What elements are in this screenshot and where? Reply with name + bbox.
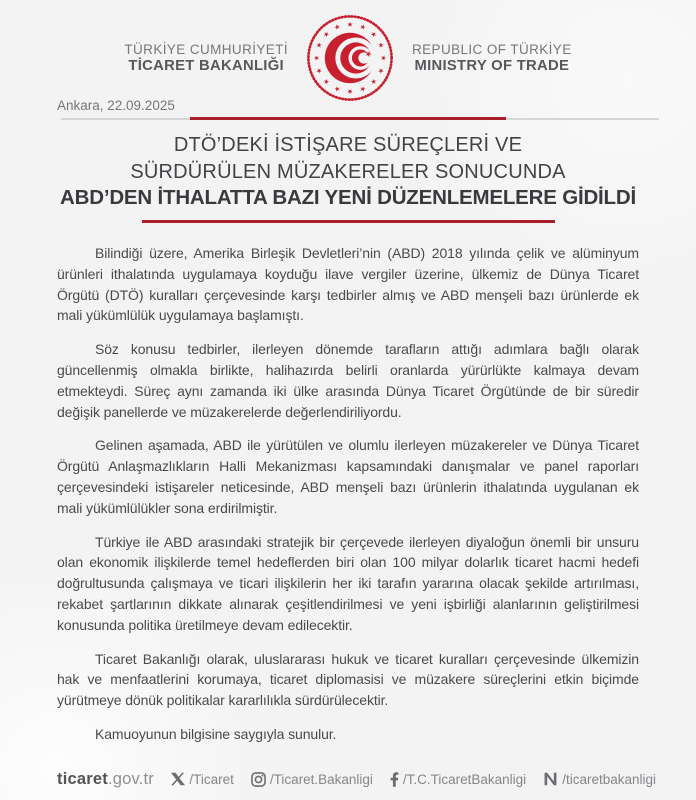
title-underline-rule bbox=[142, 220, 555, 223]
website-link[interactable] bbox=[57, 770, 154, 789]
footer bbox=[57, 766, 656, 792]
nsosyal-icon bbox=[543, 772, 558, 786]
ministry-of-trade-logo-icon bbox=[305, 13, 395, 103]
dateline: Ankara, 22.09.2025 bbox=[57, 98, 175, 113]
org-tr-line2: TİCARET BAKANLIĞI bbox=[128, 58, 284, 74]
title-line-2: SÜRDÜRÜLEN MÜZAKERELER SONUCUNDA bbox=[130, 160, 566, 183]
instagram-icon bbox=[251, 772, 266, 787]
org-tr-line1: TÜRKİYE CUMHURİYETİ bbox=[124, 42, 288, 57]
social-handle: /Ticaret.Bakanligi bbox=[269, 771, 373, 787]
header bbox=[0, 12, 696, 104]
social-link-facebook[interactable] bbox=[390, 772, 526, 787]
paragraph: Türkiye ile ABD arasındaki stratejik bir çerçevede ilerleyen diyaloğun önemli bir unsuru olan ekonomik ilişkilerde temel hedeflerden biri olan 100 milyar dolarlık ticaret hacmi hedefi doğrultusunda çalışmaya ve ticari ilişkilerin her iki tarafın yararına olacak şekilde artırılması, rekabet şartlarının dikkate alınarak çeşitlendirilmesi ve yeni işbirliği alanlarının geliştirilmesi konusunda politika üretilmeye devam edilecektir. bbox=[57, 533, 639, 633]
facebook-icon bbox=[390, 772, 399, 787]
paragraph: Gelinen aşamada, ABD ile yürütülen ve olumlu ilerleyen müzakereler ve Dünya Ticaret Örgütü Anlaşmazlıkların Halli Mekanizması kapsamındaki danışmalar ve panel raporları çerçevesindeki istişareler neticesinde, ABD menşeli bazı ürünlerin ithalatında uygulanan ek mali yükümlülükler sona erdirilmiştir. bbox=[57, 437, 639, 516]
social-handle: /Ticaret bbox=[189, 771, 234, 787]
social-link-instagram[interactable] bbox=[251, 772, 373, 787]
org-en-line1: REPUBLIC OF TÜRKİYE bbox=[411, 42, 572, 57]
paragraph: Bilindiği üzere, Amerika Birleşik Devletleri’nin (ABD) 2018 yılında çelik ve alüminyum ürünleri ithalatında uygulamaya koyduğu ilave vergiler üzerine, ülkemiz de Dünya Ticaret Örgütü (DTÖ) kuralları çerçevesinde karşı tedbirler almış ve ABD menşeli bazı ürünlerde ek mali yükümlülük uygulamaya başlamıştı. bbox=[57, 245, 639, 324]
press-release-body bbox=[57, 243, 639, 745]
website-rest-part: .gov.tr bbox=[107, 769, 154, 788]
social-link-nsosyal[interactable] bbox=[543, 772, 656, 787]
social-handle: /ticaretbakanligi bbox=[562, 771, 656, 787]
header-divider-red bbox=[190, 117, 506, 120]
website-bold-part: ticaret bbox=[57, 769, 108, 788]
org-en-line2: MINISTRY OF TRADE bbox=[414, 58, 570, 74]
x-icon bbox=[171, 772, 185, 786]
social-link-x[interactable] bbox=[171, 772, 234, 787]
org-name-turkish bbox=[124, 41, 288, 75]
title-line-3: ABD’DEN İTHALATTA BAZI YENİ DÜZENLEMELERE GİDİLDİ bbox=[60, 186, 636, 209]
paragraph: Söz konusu tedbirler, ilerleyen dönemde tarafların attığı adımlara bağlı olarak güncellenmiş olmakla birlikte, halihazırda belirli oranlarda yürürlükte kalmaya devam etmekteydi. Süreç aynı zamanda iki ülke arasında Dünya Ticaret Örgütünde de bir süredir değişik panellerde ve müzakerelerde değerlendiriliyordu. bbox=[57, 341, 639, 420]
org-name-english bbox=[412, 41, 572, 75]
social-handle: /T.C.TicaretBakanligi bbox=[402, 771, 527, 787]
title-line-1: DTÖ’DEKİ İSTİŞARE SÜREÇLERİ VE bbox=[173, 134, 523, 156]
closing-line: Kamuoyunun bilgisine saygıyla sunulur. bbox=[95, 725, 337, 742]
social-links bbox=[171, 772, 656, 787]
paragraph: Ticaret Bakanlığı olarak, uluslararası hukuk ve ticaret kuralları çerçevesinde ülkemizin hak ve menfaatlerini korumaya, ticaret diplomasisi ve müzakere süreçlerini etkin biçimde yürütmeye dönük politikalar kararlılıkla sürdürülecektir. bbox=[57, 650, 639, 709]
press-release-title bbox=[0, 132, 696, 212]
